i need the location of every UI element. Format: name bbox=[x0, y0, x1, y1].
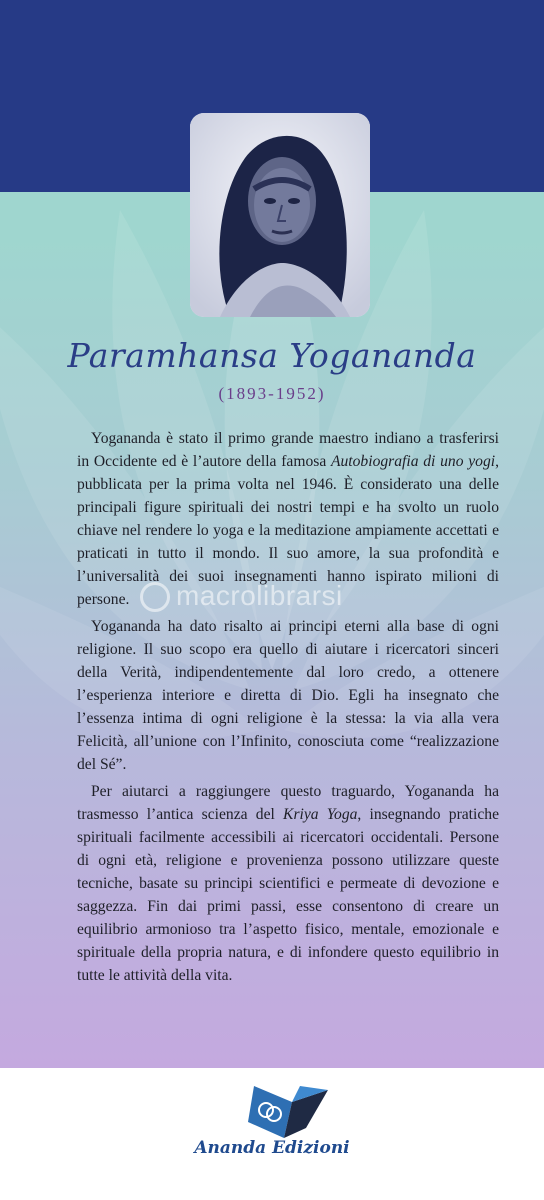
italic-title: Kriya Yoga bbox=[283, 806, 358, 823]
biography-text bbox=[77, 427, 499, 991]
biography-paragraph: Yogananda ha dato risalto ai principi eterni alla base di ogni religione. Il suo scopo era quello di aiutare i ricercatori sinceri della Verità, indipendentemente dal loro credo, a ottenere l’esperienza interiore e diretta di Dio. Egli ha insegnato che l’essenza intima di ogni religione è la stessa: la via alla vera Felicità, all’unione con l’Infinito, conosciuta come “realizzazione del Sé”. bbox=[77, 618, 499, 773]
publisher-name: Ananda Edizioni bbox=[194, 1138, 350, 1158]
author-name: Paramhansa Yogananda bbox=[67, 336, 477, 375]
portrait-image bbox=[190, 113, 370, 317]
watermark-text: macrolibrarsi bbox=[176, 580, 343, 611]
biography-paragraph: Yogananda è stato il primo grande maestro indiano a trasferirsi in Occidente ed è l’autore della famosa Autobiografia di uno yogi, pubblicata per la prima volta nel 1946. È considerato una delle principali figure spirituali dei nostri tempi e ha svolto un ruolo chiave nel rendere lo yoga e la meditazione ampiamente accettati e praticati in tutto il mondo. Il suo amore, la sua profondità e l’universalità dei suoi insegnamenti hanno ispirato milioni di persone. bbox=[77, 430, 499, 608]
biography-paragraph: Per aiutarci a raggiungere questo traguardo, Yogananda ha trasmesso l’antica scienza del Kriya Yoga, insegnando pratiche spirituali facilmente accessibili ai ricercatori occidentali. Persone di ogni età, religione e provenienza possono utilizzare queste tecniche, basate su principi scientifici e permeate di devozione e saggezza. Fin dai primi passi, esse consentono di creare un equilibrio armonioso tra l’aspetto fisico, mentale, emozionale e spirituale della propria natura, e di infondere questo equilibrio in tutte le attività della vita. bbox=[77, 783, 499, 984]
publisher-logo-icon bbox=[244, 1080, 334, 1140]
author-portrait bbox=[190, 113, 370, 317]
author-years: (1893-1952) bbox=[218, 384, 326, 403]
italic-title: Autobiografia di uno yogi bbox=[330, 453, 496, 470]
watermark-logo-icon bbox=[140, 582, 170, 612]
watermark bbox=[140, 578, 440, 618]
